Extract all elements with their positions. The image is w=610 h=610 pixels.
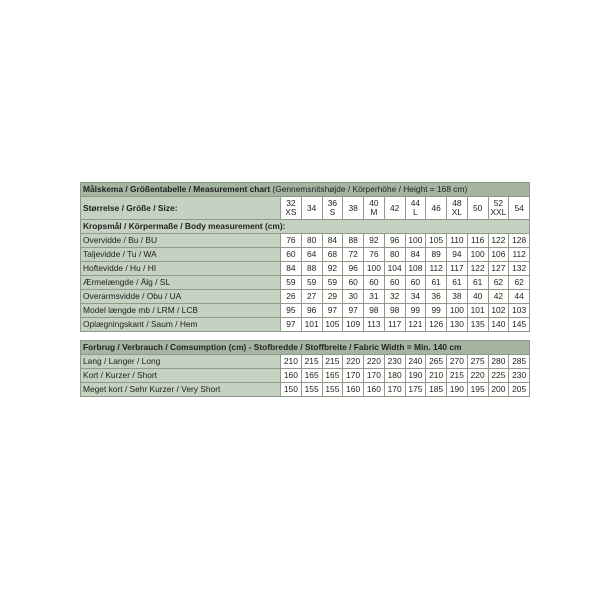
value-cell: 140: [488, 318, 509, 332]
value-cell: 98: [364, 304, 385, 318]
row-label: Lang / Langer / Long: [81, 355, 281, 369]
value-cell: 230: [509, 369, 530, 383]
size-code: M: [370, 207, 378, 217]
value-cell: 64: [301, 248, 322, 262]
size-number: 48: [452, 198, 462, 208]
size-number: 38: [348, 202, 358, 213]
body-measurement-heading: Kropsmål / Körpermaße / Body measurement (cm):: [81, 220, 530, 234]
value-cell: 135: [467, 318, 488, 332]
size-cell: [343, 197, 364, 220]
value-cell: 60: [343, 276, 364, 290]
value-cell: 60: [405, 276, 426, 290]
value-cell: 210: [426, 369, 447, 383]
value-cell: 127: [488, 262, 509, 276]
table-row: [81, 248, 530, 262]
value-cell: 94: [447, 248, 468, 262]
value-cell: 92: [322, 262, 343, 276]
value-cell: 61: [426, 276, 447, 290]
value-cell: 42: [488, 290, 509, 304]
size-number: 32: [286, 198, 296, 208]
value-cell: 62: [488, 276, 509, 290]
value-cell: 285: [509, 355, 530, 369]
measurement-table: [80, 182, 530, 332]
consumption-table: [80, 340, 530, 397]
table-row: [81, 318, 530, 332]
value-cell: 109: [343, 318, 364, 332]
value-cell: 275: [467, 355, 488, 369]
value-cell: 29: [322, 290, 343, 304]
value-cell: 60: [364, 276, 385, 290]
size-code: S: [329, 207, 336, 217]
value-cell: 200: [488, 383, 509, 397]
value-cell: 240: [405, 355, 426, 369]
row-label: Kort / Kurzer / Short: [81, 369, 281, 383]
value-cell: 230: [384, 355, 405, 369]
size-cell: [384, 197, 405, 220]
value-cell: 89: [426, 248, 447, 262]
value-cell: 165: [322, 369, 343, 383]
value-cell: 98: [384, 304, 405, 318]
table-row: [81, 383, 530, 397]
value-cell: 145: [509, 318, 530, 332]
size-code: XL: [451, 207, 462, 217]
value-cell: 180: [384, 369, 405, 383]
table-row: [81, 234, 530, 248]
value-cell: 130: [447, 318, 468, 332]
measurement-table-title: [81, 183, 530, 197]
size-cell: [426, 197, 447, 220]
value-cell: 205: [509, 383, 530, 397]
value-cell: 155: [322, 383, 343, 397]
value-cell: 101: [301, 318, 322, 332]
value-cell: 59: [301, 276, 322, 290]
value-cell: 38: [447, 290, 468, 304]
size-cell: [281, 197, 302, 220]
table-row: [81, 276, 530, 290]
value-cell: 61: [447, 276, 468, 290]
value-cell: 150: [281, 383, 302, 397]
value-cell: 34: [405, 290, 426, 304]
value-cell: 76: [281, 234, 302, 248]
value-cell: 126: [426, 318, 447, 332]
size-number: 40: [369, 198, 379, 208]
value-cell: 100: [364, 262, 385, 276]
size-row-label: Størrelse / Größe / Size:: [81, 197, 281, 220]
row-label: Ærmelængde / Älg / SL: [81, 276, 281, 290]
value-cell: 31: [364, 290, 385, 304]
table-row: [81, 369, 530, 383]
value-cell: 116: [467, 234, 488, 248]
value-cell: 220: [467, 369, 488, 383]
value-cell: 96: [384, 234, 405, 248]
value-cell: 26: [281, 290, 302, 304]
size-number: 34: [306, 202, 317, 213]
size-number: 42: [389, 202, 400, 213]
row-label: Overvidde / Bu / BU: [81, 234, 281, 248]
value-cell: 170: [384, 383, 405, 397]
value-cell: 165: [301, 369, 322, 383]
size-number: 50: [472, 202, 483, 213]
value-cell: 101: [467, 304, 488, 318]
value-cell: 100: [447, 304, 468, 318]
table-gap: [80, 332, 530, 340]
value-cell: 102: [488, 304, 509, 318]
value-cell: 106: [488, 248, 509, 262]
value-cell: 160: [281, 369, 302, 383]
value-cell: 160: [364, 383, 385, 397]
value-cell: 121: [405, 318, 426, 332]
value-cell: 105: [426, 234, 447, 248]
value-cell: 88: [343, 234, 364, 248]
value-cell: 27: [301, 290, 322, 304]
value-cell: 103: [509, 304, 530, 318]
value-cell: 100: [467, 248, 488, 262]
row-label: Oplægningskant / Saum / Hem: [81, 318, 281, 332]
value-cell: 76: [364, 248, 385, 262]
value-cell: 117: [447, 262, 468, 276]
value-cell: 132: [509, 262, 530, 276]
value-cell: 59: [281, 276, 302, 290]
value-cell: 72: [343, 248, 364, 262]
value-cell: 44: [509, 290, 530, 304]
value-cell: 170: [364, 369, 385, 383]
value-cell: 110: [447, 234, 468, 248]
value-cell: 117: [384, 318, 405, 332]
value-cell: 100: [405, 234, 426, 248]
value-cell: 96: [343, 262, 364, 276]
consumption-table-title: Forbrug / Verbrauch / Comsumption (cm) - Stofbredde / Stoffbreite / Fabric Width = Min. 140 cm: [81, 341, 530, 355]
value-cell: 30: [343, 290, 364, 304]
value-cell: 108: [405, 262, 426, 276]
table-row: [81, 262, 530, 276]
size-cell: [488, 197, 509, 220]
value-cell: 92: [364, 234, 385, 248]
value-cell: 128: [509, 234, 530, 248]
size-code: L: [413, 207, 418, 217]
size-number: 46: [431, 202, 441, 213]
size-cell: [364, 197, 385, 220]
value-cell: 160: [343, 383, 364, 397]
value-cell: 60: [384, 276, 405, 290]
size-cell: [322, 197, 343, 220]
size-cell: [447, 197, 468, 220]
value-cell: 210: [281, 355, 302, 369]
value-cell: 215: [322, 355, 343, 369]
value-cell: 155: [301, 383, 322, 397]
value-cell: 80: [301, 234, 322, 248]
value-cell: 36: [426, 290, 447, 304]
value-cell: 99: [426, 304, 447, 318]
row-label: Model længde mb / LRM / LCB: [81, 304, 281, 318]
value-cell: 60: [281, 248, 302, 262]
value-cell: 62: [509, 276, 530, 290]
value-cell: 280: [488, 355, 509, 369]
size-code: XS: [285, 207, 297, 217]
size-cell: [301, 197, 322, 220]
row-label: Hoftevidde / Hu / HI: [81, 262, 281, 276]
table-row: [81, 355, 530, 369]
value-cell: 112: [426, 262, 447, 276]
size-code: XXL: [490, 207, 507, 217]
value-cell: 40: [467, 290, 488, 304]
value-cell: 104: [384, 262, 405, 276]
table-row: [81, 304, 530, 318]
measurement-title-note: (Gennemsnitshøjde / Körperhöhe / Height = 168 cm): [270, 184, 468, 194]
row-label: Taljevidde / Tu / WA: [81, 248, 281, 262]
value-cell: 84: [405, 248, 426, 262]
value-cell: 32: [384, 290, 405, 304]
value-cell: 185: [426, 383, 447, 397]
value-cell: 96: [301, 304, 322, 318]
value-cell: 122: [467, 262, 488, 276]
value-cell: 84: [322, 234, 343, 248]
size-number: 54: [514, 202, 524, 213]
value-cell: 265: [426, 355, 447, 369]
value-cell: 68: [322, 248, 343, 262]
value-cell: 59: [322, 276, 343, 290]
value-cell: 270: [447, 355, 468, 369]
value-cell: 122: [488, 234, 509, 248]
value-cell: 95: [281, 304, 302, 318]
value-cell: 61: [467, 276, 488, 290]
value-cell: 190: [447, 383, 468, 397]
table-row: [81, 290, 530, 304]
value-cell: 215: [301, 355, 322, 369]
value-cell: 97: [281, 318, 302, 332]
value-cell: 190: [405, 369, 426, 383]
row-label: Overarmsvidde / Obu / UA: [81, 290, 281, 304]
value-cell: 175: [405, 383, 426, 397]
size-cell: [467, 197, 488, 220]
size-number: 36: [327, 198, 338, 208]
row-label: Meget kort / Sehr Kurzer / Very Short: [81, 383, 281, 397]
measurement-title-bold: Målskema / Größentabelle / Measurement chart: [83, 184, 271, 194]
size-number: 44: [410, 198, 421, 208]
value-cell: 225: [488, 369, 509, 383]
value-cell: 105: [322, 318, 343, 332]
value-cell: 215: [447, 369, 468, 383]
size-cell: [405, 197, 426, 220]
value-cell: 97: [322, 304, 343, 318]
value-cell: 220: [343, 355, 364, 369]
value-cell: 113: [364, 318, 385, 332]
size-number: 52: [493, 198, 504, 208]
value-cell: 99: [405, 304, 426, 318]
value-cell: 195: [467, 383, 488, 397]
value-cell: 220: [364, 355, 385, 369]
value-cell: 84: [281, 262, 302, 276]
value-cell: 170: [343, 369, 364, 383]
size-cell: [509, 197, 530, 220]
value-cell: 80: [384, 248, 405, 262]
value-cell: 97: [343, 304, 364, 318]
value-cell: 88: [301, 262, 322, 276]
size-chart: [80, 182, 530, 397]
value-cell: 112: [509, 248, 530, 262]
